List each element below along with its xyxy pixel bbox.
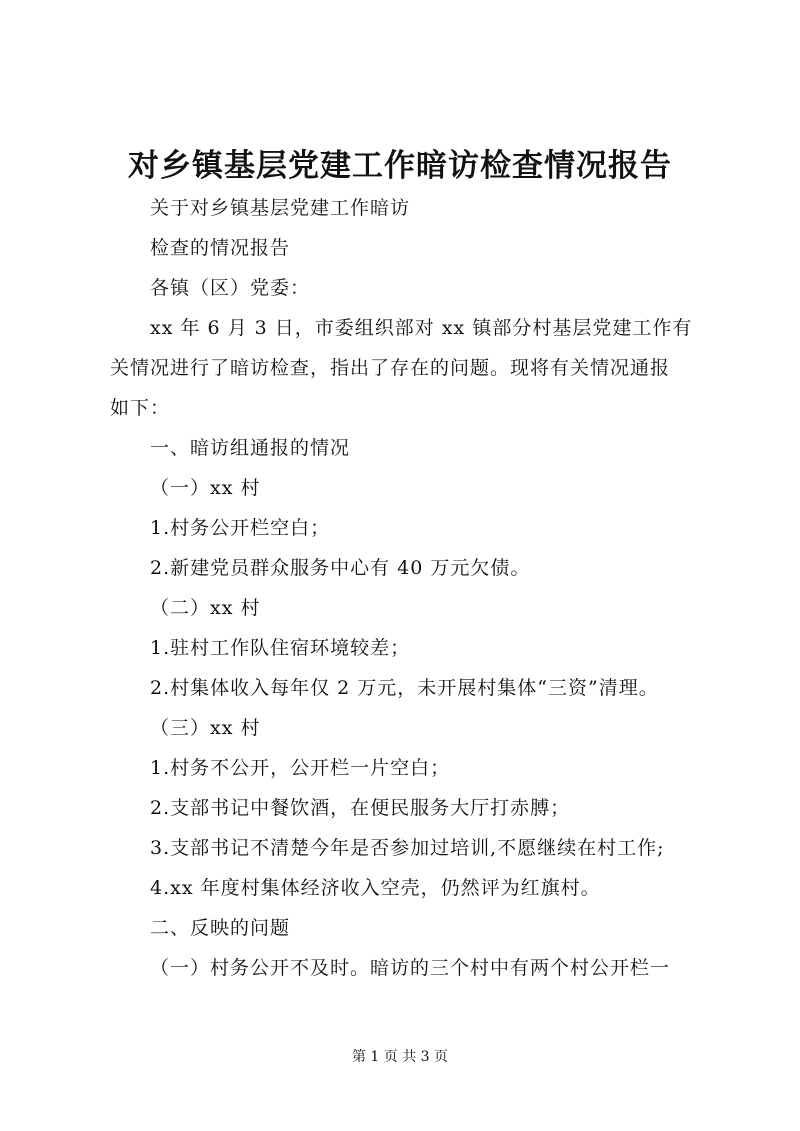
list-item: 2.支部书记中餐饮酒，在便民服务大厅打赤膊； — [150, 797, 571, 819]
body-paragraph-line: 关情况进行了暗访检查，指出了存在的问题。现将有关情况通报 — [110, 357, 671, 379]
list-item: 3.支部书记不清楚今年是否参加过培训,不愿继续在村工作; — [150, 837, 665, 859]
list-item: 1.村务公开栏空白； — [150, 517, 331, 539]
salutation: 各镇（区）党委： — [150, 277, 311, 299]
subsection-heading: （三）xx 村 — [150, 717, 261, 739]
list-item: 4.xx 年度村集体经济收入空壳，仍然评为红旗村。 — [150, 877, 601, 899]
list-item: 2.新建党员群众服务中心有 40 万元欠债。 — [150, 557, 531, 579]
subtitle-line-2: 检查的情况报告 — [150, 237, 291, 259]
list-item: 2.村集体收入每年仅 2 万元，未开展村集体“三资”清理。 — [150, 677, 659, 699]
body-paragraph-line: xx 年 6 月 3 日，市委组织部对 xx 镇部分村基层党建工作有 — [150, 317, 693, 339]
list-item: 1.驻村工作队住宿环境较差； — [150, 637, 411, 659]
document-title: 对乡镇基层党建工作暗访检查情况报告 — [128, 148, 672, 184]
body-paragraph-line: （一）村务公开不及时。暗访的三个村中有两个村公开栏一 — [150, 957, 671, 979]
subsection-heading: （二）xx 村 — [150, 597, 261, 619]
list-item: 1.村务不公开，公开栏一片空白； — [150, 757, 451, 779]
page-indicator: 第 1 页 共 3 页 — [351, 1049, 449, 1065]
section-heading: 一、暗访组通报的情况 — [150, 437, 351, 459]
section-heading: 二、反映的问题 — [150, 917, 291, 939]
subtitle-line-1: 关于对乡镇基层党建工作暗访 — [150, 197, 411, 219]
body-paragraph-line: 如下： — [110, 397, 171, 419]
subsection-heading: （一）xx 村 — [150, 477, 261, 499]
